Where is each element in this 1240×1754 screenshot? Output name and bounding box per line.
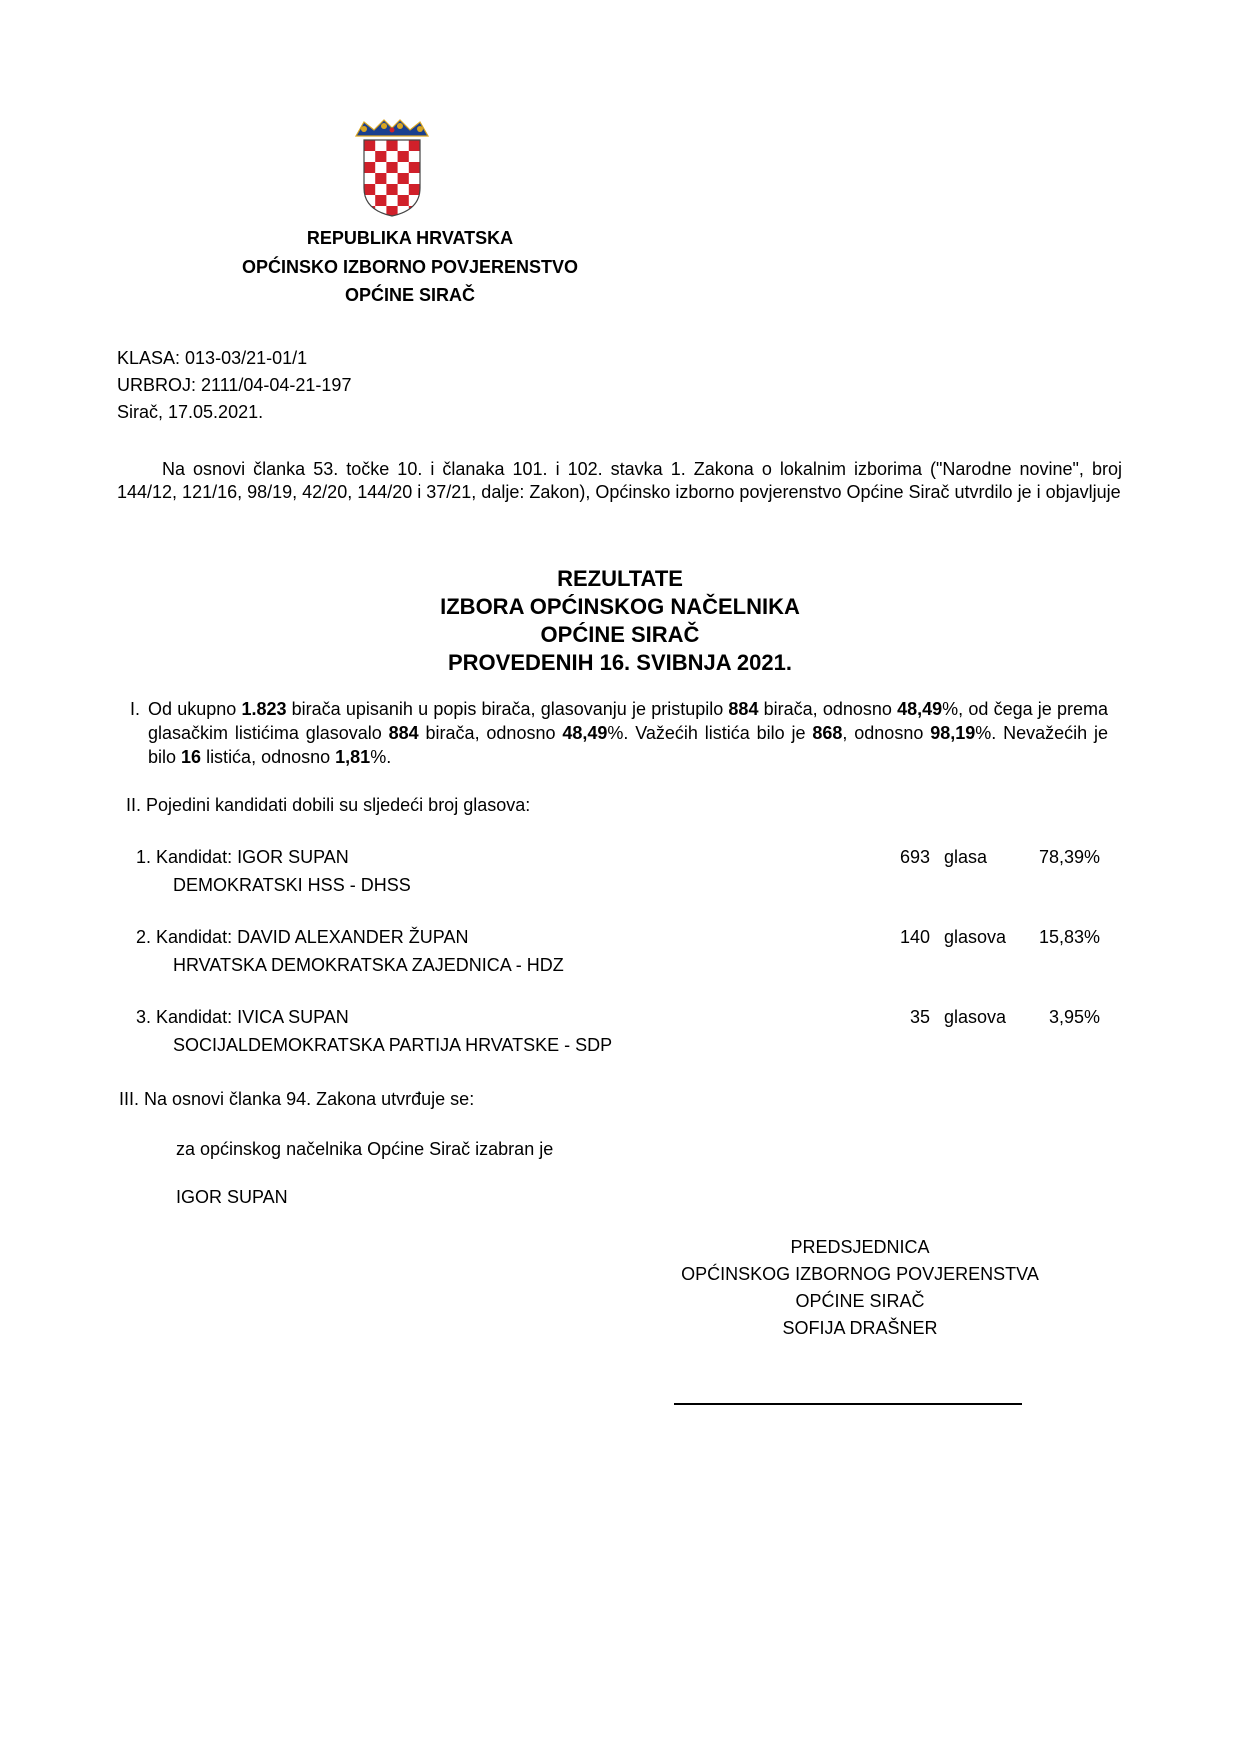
title-line-2: IZBORA OPĆINSKOG NAČELNIKA	[440, 594, 800, 619]
invalid-count: 16	[181, 747, 202, 767]
total-voters: 1.823	[241, 699, 287, 719]
invalid-percent: 1,81	[335, 747, 371, 767]
signature-line-3: OPĆINE SIRAČ	[795, 1291, 925, 1311]
candidate-2-unit: glasova	[944, 927, 1007, 947]
section-2-text: II. Pojedini kandidati dobili su sljedeći broj glasova:	[126, 795, 531, 815]
urbroj: URBROJ: 2111/04-04-21-197	[117, 375, 352, 395]
title-line-1: REZULTATE	[557, 566, 683, 591]
candidate-2-votes: 140	[899, 927, 930, 947]
candidate-3-unit: glasova	[944, 1007, 1007, 1027]
voted-percent: 48,49	[897, 699, 943, 719]
candidate-2-line: 2. Kandidat: DAVID ALEXANDER ŽUPAN	[136, 927, 469, 947]
valid-count: 868	[812, 723, 843, 743]
candidate-1-line: 1. Kandidat: IGOR SUPAN	[136, 847, 349, 867]
title-line-3: OPĆINE SIRAČ	[540, 622, 700, 647]
signature-line-1: PREDSJEDNICA	[790, 1237, 930, 1257]
elected-name: IGOR SUPAN	[176, 1187, 288, 1207]
ballots-count: 884	[388, 723, 419, 743]
header-line-3: OPĆINE SIRAČ	[344, 285, 476, 305]
section-1-roman: I.	[130, 699, 141, 719]
title-line-4: PROVEDENIH 16. SVIBNJA 2021.	[448, 650, 792, 675]
candidate-1-party: DEMOKRATSKI HSS - DHSS	[173, 875, 411, 895]
candidate-3-votes: 35	[909, 1007, 930, 1027]
valid-percent: 98,19	[930, 723, 976, 743]
shield-icon	[364, 140, 420, 218]
candidate-2-party: HRVATSKA DEMOKRATSKA ZAJEDNICA - HDZ	[173, 955, 564, 975]
candidate-2-percent: 15,83%	[1038, 927, 1100, 947]
header-line-2: OPĆINSKO IZBORNO POVJERENSTVO	[241, 257, 579, 277]
signature-line-4: SOFIJA DRAŠNER	[782, 1318, 938, 1338]
voted-count: 884	[728, 699, 759, 719]
candidate-3-party: SOCIJALDEMOKRATSKA PARTIJA HRVATSKE - SDP	[173, 1035, 613, 1055]
candidate-1-votes: 693	[899, 847, 930, 867]
crown-icon	[356, 120, 428, 136]
candidate-3-percent: 3,95%	[1048, 1007, 1100, 1027]
candidate-1-percent: 78,39%	[1038, 847, 1100, 867]
intro-paragraph: Na osnovi članka 53. točke 10. i članaka 101. i 102. stavka 1. Zakona o lokalnim izborima ("Narodne novine", broj 144/12, 121/16, 98/19, 42/20, 144/20 i 37/21, dalje: Zakon), Općinsko izborno povjerenstvo Općine Sirač utvrdilo je i objavljuje	[117, 459, 1122, 502]
signature-rule	[674, 1403, 1022, 1405]
ballots-percent: 48,49	[562, 723, 608, 743]
elected-text: za općinskog načelnika Općine Sirač izabran je	[176, 1139, 554, 1159]
section-3-text: III. Na osnovi članka 94. Zakona utvrđuje se:	[119, 1089, 475, 1109]
signature-line-2: OPĆINSKOG IZBORNOG POVJERENSTVA	[681, 1264, 1039, 1284]
place-date: Sirač, 17.05.2021.	[117, 402, 264, 422]
coat-of-arms-icon	[352, 118, 432, 218]
header-line-1: REPUBLIKA HRVATSKA	[306, 228, 514, 248]
candidate-3-line: 3. Kandidat: IVICA SUPAN	[136, 1007, 349, 1027]
candidate-1-unit: glasa	[944, 847, 988, 867]
klasa: KLASA: 013-03/21-01/1	[117, 348, 308, 368]
section-1-text: Od ukupno 1.823 birača upisanih u popis birača, glasovanju je pristupilo 884 birača, odnosno 48,49%, od čega je prema glasačkim listićima glasovalo 884 birača, odnosno 48,49%. Važećih listića bilo je 868, odnosno 98,19%. Nevažećih je bilo 16 listića, odnosno 1,81%.	[148, 699, 1109, 767]
